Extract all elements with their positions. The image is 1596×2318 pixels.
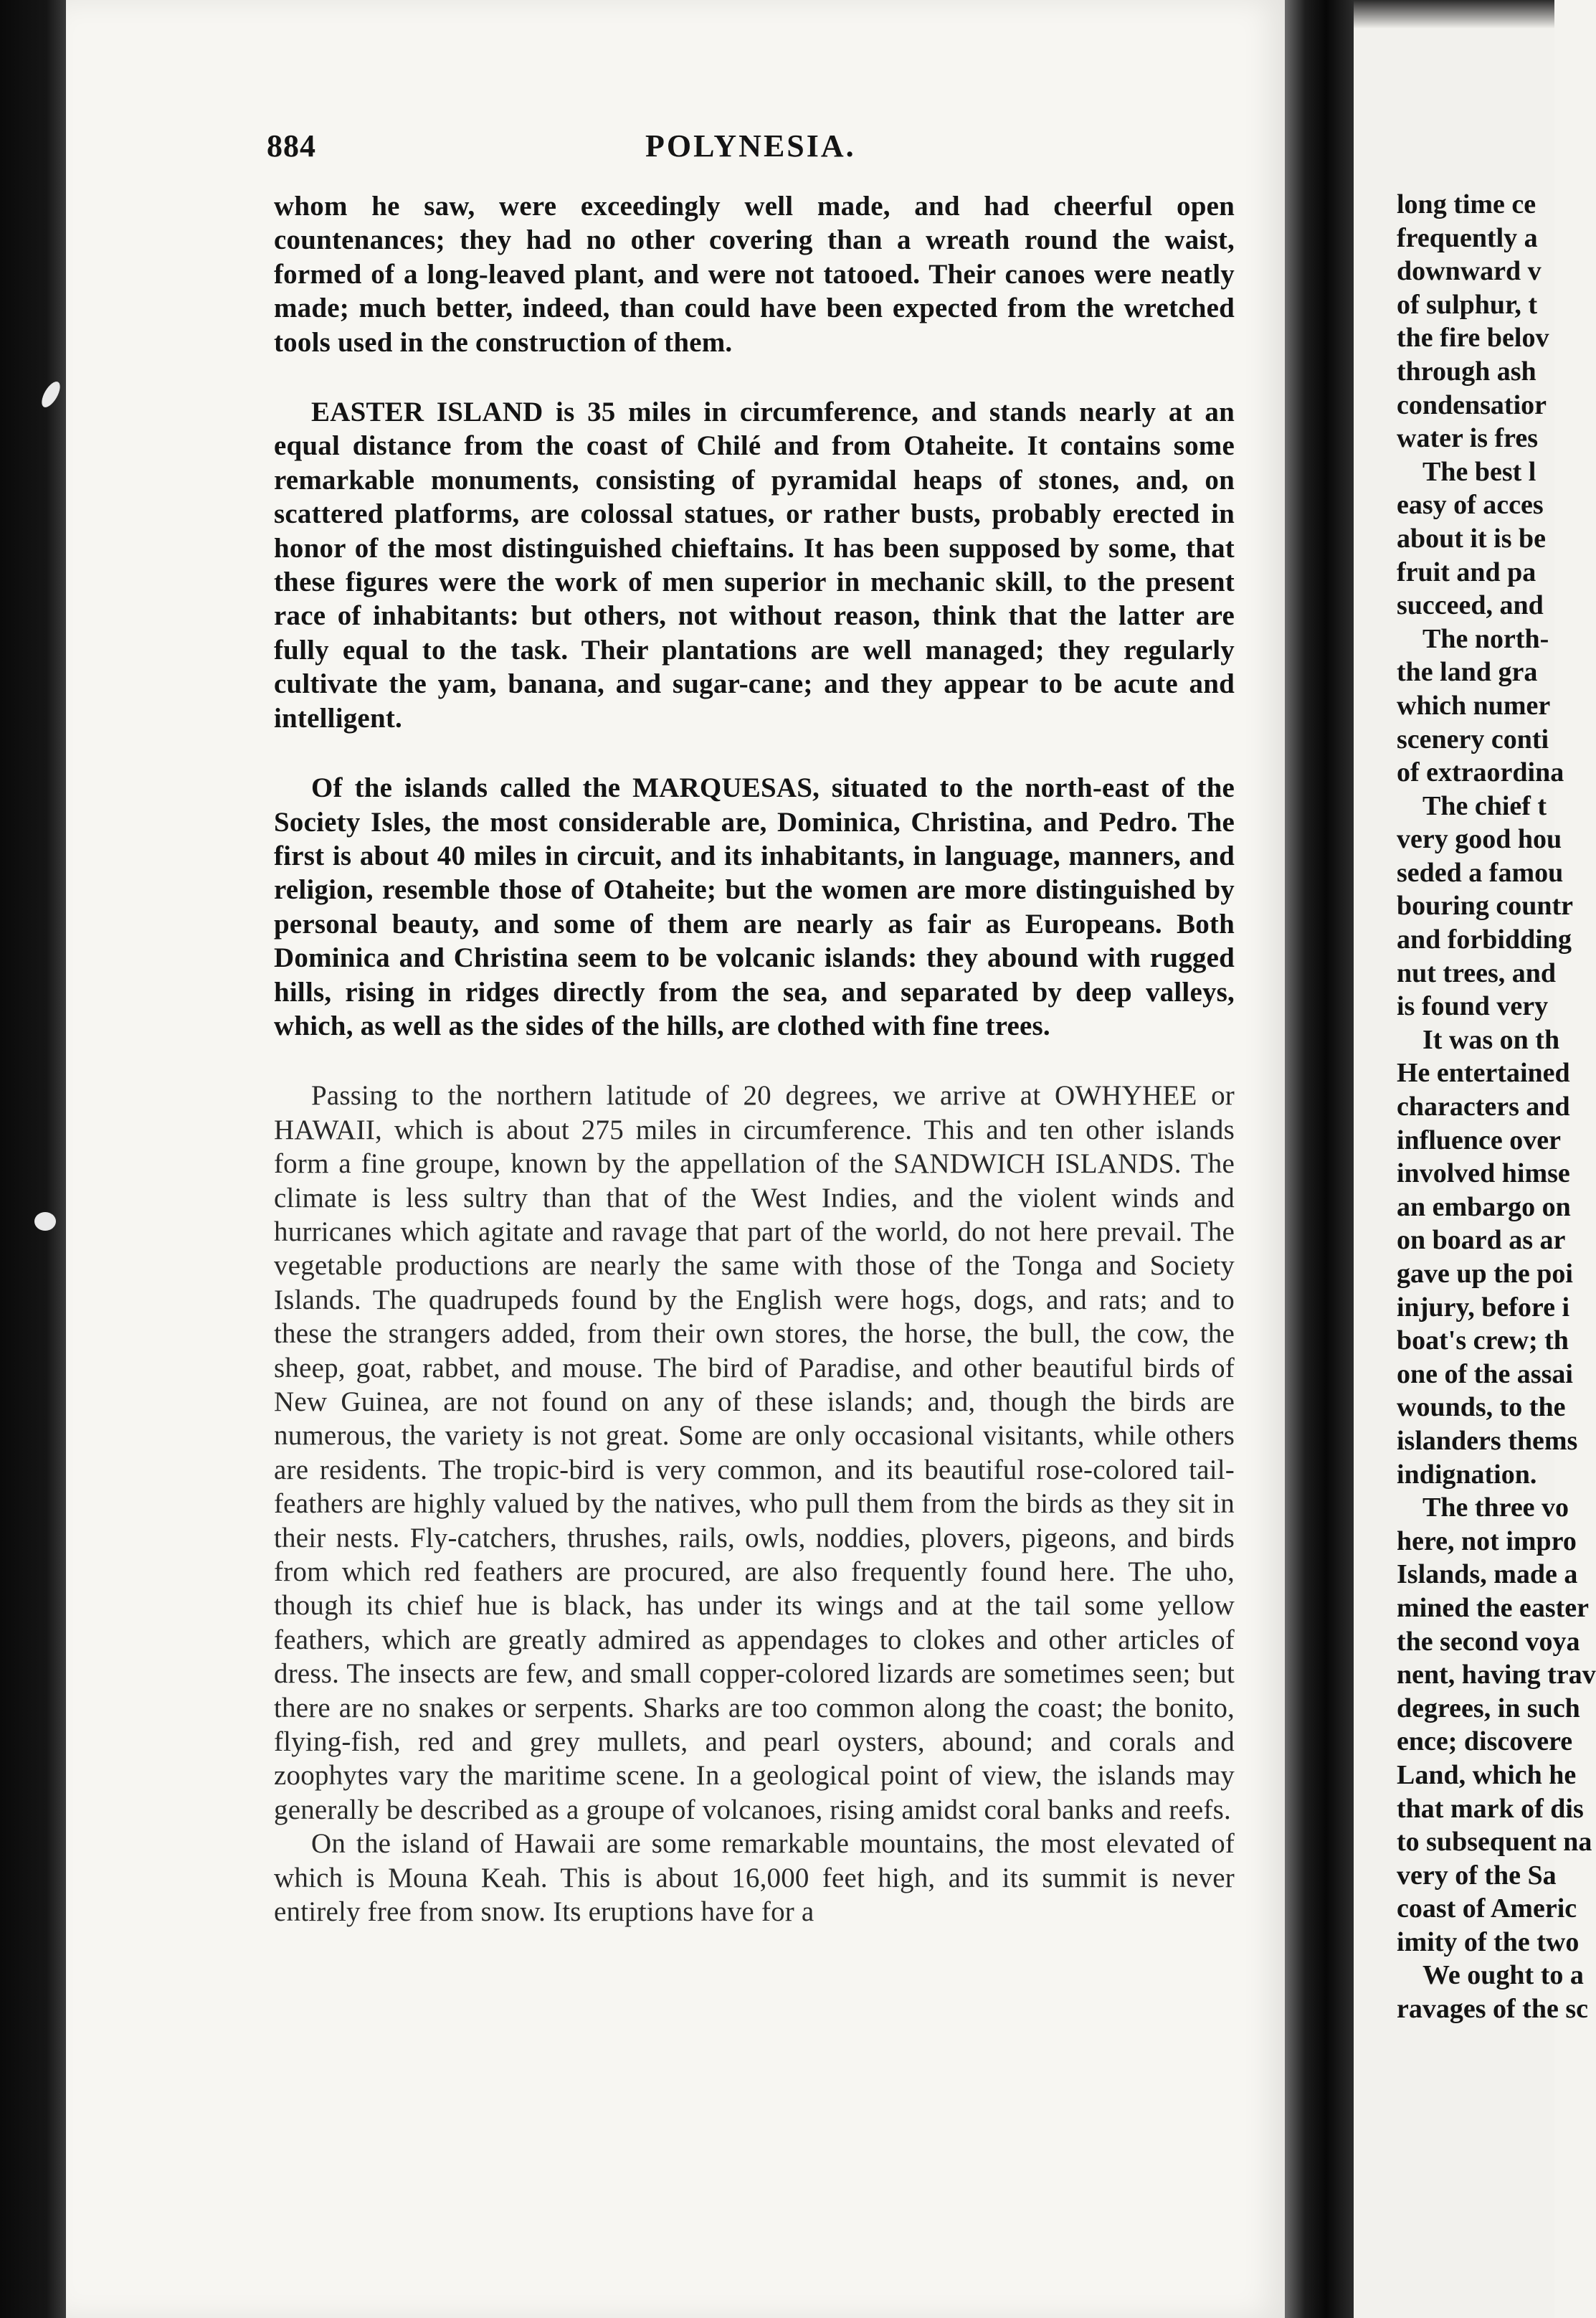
right-page-line: water is fres (1397, 423, 1538, 454)
right-page-line: frequently a (1397, 222, 1538, 253)
right-page-line: here, not impro (1397, 1525, 1577, 1556)
right-page-line: easy of acces (1397, 490, 1544, 521)
scan-border-left (0, 0, 66, 2318)
right-page-line: the land gra (1397, 657, 1538, 688)
right-page-line: nut trees, and (1397, 957, 1557, 988)
right-page-line: the second voya (1397, 1626, 1580, 1657)
right-page-line: bouring countr (1397, 891, 1573, 922)
right-page-line: ence; discovere (1397, 1726, 1573, 1757)
right-page-line: ravages of the sc (1397, 1994, 1588, 2025)
right-page-line: injury, before i (1397, 1292, 1570, 1323)
right-page-line: the fire belov (1397, 323, 1549, 354)
right-page-line: succeed, and (1397, 590, 1544, 621)
right-page-line: boat's crew; th (1397, 1325, 1569, 1356)
paragraph-marquesas: Of the islands called the MARQUESAS, situated to the north-east of the Society Isles, the most considerable are, Dominica, Christina, and Pedro. The first is about 40 miles in circuit, and its inhabitants, in language, manners, and religion, resemble those of Otaheite; but the women are more distinguished by personal beauty, and some of them are nearly as fair as Europeans. Both Dominica and Christina seem to be volcanic islands: they abound with rugged hills, rising in ridges directly from the sea, and separated by deep valleys, which, as well as the sides of the hills, are clothed with fine trees. (274, 772, 1235, 1041)
right-page-line: long time ce (1397, 189, 1536, 219)
right-page-text (1397, 188, 1596, 2026)
right-page-line: indignation. (1397, 1459, 1537, 1490)
right-page-line: degrees, in such (1397, 1693, 1580, 1723)
right-page-line: on board as ar (1397, 1225, 1566, 1256)
right-page-line: The best l (1422, 456, 1536, 487)
right-page-line: an embargo on (1397, 1191, 1571, 1222)
right-page-line: that mark of dis (1397, 1793, 1584, 1824)
right-page-line: scenery conti (1397, 724, 1549, 754)
right-page-line: wounds, to the (1397, 1392, 1566, 1423)
right-page-line: very good hou (1397, 824, 1562, 855)
book-gutter (1285, 0, 1354, 2318)
page-number: 884 (267, 128, 316, 164)
main-text-column (274, 189, 1235, 1965)
right-page-line: very of the Sa (1397, 1860, 1557, 1891)
paragraph-easter-island: EASTER ISLAND is 35 miles in circumference, and stands nearly at an equal distance from the coast of Chilé and from Otaheite. It contains some remarkable monuments, consisting of pyramidal heaps of stones, and, on scattered platforms, are colossal statues, or rather busts, probably erected in honor of the most distinguished chieftains. It has been supposed by some, that these figures were the work of men superior in mechanic skill, to the present race of inhabitants: but others, not without reason, think that the latter are fully equal to the task. Their plantations are well managed; they regularly cultivate the yam, banana, and sugar-cane; and they appear to be acute and intelligent. (274, 397, 1235, 734)
right-page-line: imity of the two (1397, 1926, 1580, 1957)
paragraph-hawaii: Passing to the northern latitude of 20 degrees, we arrive at OWHYHEE or HAWAII, which is about 275 miles in circumference. This and ten other islands form a fine groupe, known by the appellation of the SANDWICH ISLANDS. The climate is less sultry than that of the West Indies, and the violent winds and hurricanes which agitate and ravage that part of the world, do not here prevail. The vegetable productions are nearly the same with those of the Tonga and Society Islands. The quadrupeds found by the English were hogs, dogs, and rats; and to these the strangers added, from their own stores, the horse, the bull, the cow, the sheep, goat, rabbet, and mouse. The bird of Paradise, and other beautiful birds of New Guinea, are not found on any of these islands; and, though the birds are numerous, the variety is not great. Some are only occasional visitants, while others are residents. The tropic-bird is very common, and its beautiful rose-colored tail-feathers are highly valued by the natives, who pull them from the birds as they sit in their nests. Fly-catchers, thrushes, rails, owls, noddies, plovers, pigeons, and birds from which red feathers are procured, are also frequently found here. The uho, though its chief hue is black, has under its wings and at the tail some yellow feathers, which are greatly admired as appendages to clokes and other articles of dress. The insects are few, and small copper-colored lizards are sometimes seen; but there are no snakes or serpents. Sharks are too common along the coast; the bonito, flying-fish, red and grey mullets, and pearl oysters, abound; and corals and zoophytes vary the maritime scene. In a geological point of view, the islands may generally be described as a groupe of volcanoes, rising amidst coral banks and reefs. (274, 1080, 1235, 1825)
right-page-line: It was on th (1422, 1024, 1560, 1055)
right-page-line: involved himse (1397, 1158, 1570, 1189)
right-page-line: through ash (1397, 356, 1536, 387)
right-page-shadow (1354, 0, 1554, 29)
right-page-line: Land, which he (1397, 1759, 1577, 1790)
right-page-line: nent, having trav (1397, 1660, 1596, 1690)
right-page-line: islanders thems (1397, 1425, 1578, 1456)
right-page-line: condensatior (1397, 389, 1547, 420)
right-page-line: gave up the poi (1397, 1259, 1573, 1289)
right-page-line: of extraordina (1397, 757, 1564, 788)
right-page-line: The three vo (1422, 1492, 1569, 1523)
right-page-line: to subsequent na (1397, 1827, 1592, 1858)
right-page-line: fruit and pa (1397, 557, 1536, 587)
right-page-line: Islands, made a (1397, 1559, 1578, 1590)
right-page-line: We ought to a (1422, 1960, 1584, 1991)
right-page-line: about it is be (1397, 523, 1546, 554)
right-page-line: The chief t (1422, 790, 1547, 821)
right-page-line: He entertained (1397, 1058, 1570, 1089)
running-head: POLYNESIA. (645, 128, 856, 164)
right-page-line: downward v (1397, 256, 1542, 287)
scan-speck (34, 1212, 56, 1231)
paragraph-mouna-keah: On the island of Hawaii are some remarkable mountains, the most elevated of which is Mouna Keah. This is about 16,000 feet high, and its summit is never entirely free from snow. Its eruptions have for a (274, 1828, 1235, 1928)
right-page-line: characters and (1397, 1092, 1570, 1122)
right-page-line: mined the easter (1397, 1592, 1590, 1623)
paragraph-continued: whom he saw, were exceedingly well made, and had cheerful open countenances; they had no other covering than a wreath round the waist, formed of a long-leaved plant, and were not tatooed. Their canoes were neatly made; much better, indeed, than could have been expected from the wretched tools used in the construction of them. (274, 191, 1235, 358)
right-page-line: one of the assai (1397, 1358, 1573, 1389)
right-page-line: seded a famou (1397, 857, 1564, 888)
right-page-line: which numer (1397, 690, 1551, 721)
right-page-line: and forbidding (1397, 924, 1572, 955)
right-page-line: The north- (1422, 623, 1549, 654)
right-page-line: coast of Americ (1397, 1893, 1577, 1924)
right-page-line: of sulphur, t (1397, 289, 1538, 320)
right-page-line: is found very (1397, 991, 1549, 1022)
right-page-line: influence over (1397, 1125, 1562, 1155)
